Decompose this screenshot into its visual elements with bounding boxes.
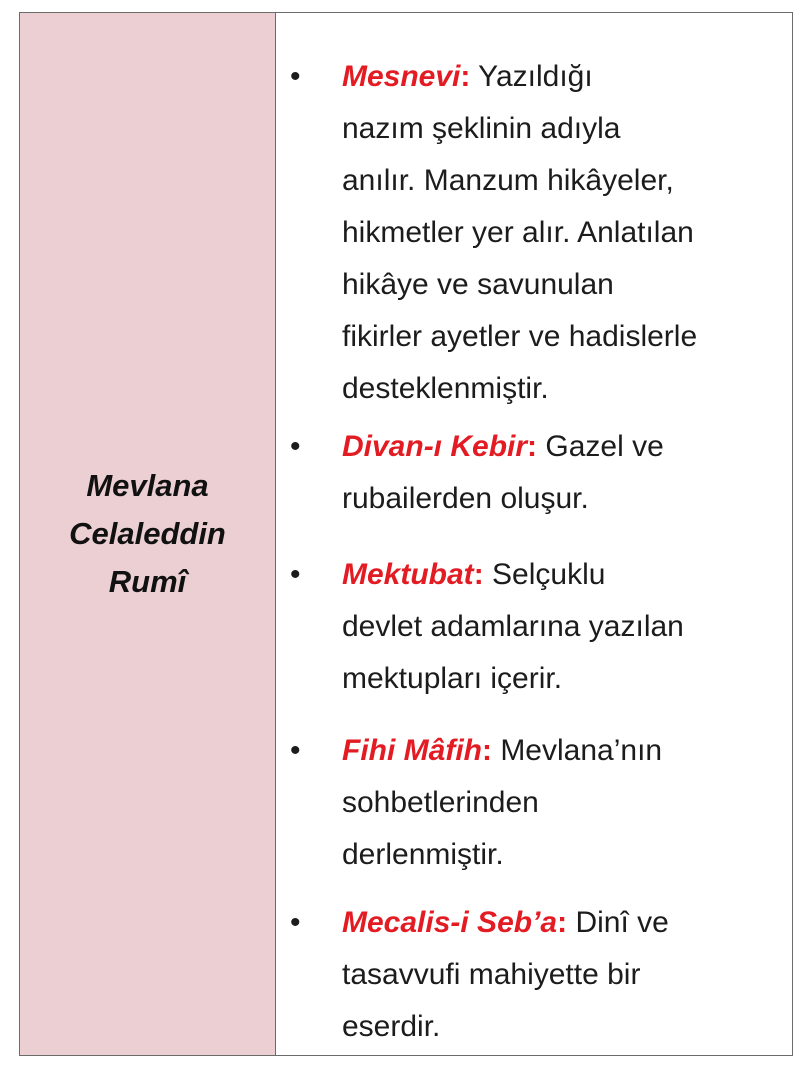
work-first-line-text: Yazıldığı — [470, 60, 593, 93]
work-first-line-text: Mevlana’nın — [491, 734, 663, 767]
author-name — [20, 462, 275, 606]
author-name-line: Mevlana — [86, 468, 209, 503]
author-name-line: Celaleddin — [69, 516, 226, 551]
work-title: Mesnevi — [342, 60, 461, 93]
bullet-icon: • — [290, 734, 301, 767]
bullet-icon: • — [290, 906, 301, 939]
work-title-colon: : — [527, 430, 538, 463]
work-text-line: hikâye ve savunulan — [342, 268, 614, 301]
work-text-line: devlet adamlarına yazılan — [342, 610, 684, 643]
work-description — [342, 421, 782, 525]
work-title-colon: : — [557, 906, 568, 939]
work-first-line-text: Gazel ve — [537, 430, 664, 463]
work-text-line: hikmetler yer alır. Anlatılan — [342, 216, 694, 249]
work-first-line — [342, 51, 782, 103]
bullet-icon: • — [290, 430, 301, 463]
work-text-line: tasavvufi mahiyette bir — [342, 958, 641, 991]
author-name-line: Rumî — [108, 564, 187, 599]
work-description — [342, 51, 782, 415]
work-text-line: eserdir. — [342, 1010, 441, 1043]
bullet-icon: • — [290, 60, 301, 93]
works-cell — [276, 13, 792, 1055]
work-first-line-text: Dinî ve — [567, 906, 669, 939]
author-works-table — [19, 12, 793, 1056]
work-first-line — [342, 421, 782, 473]
work-title: Fihi Mâfih — [342, 734, 482, 767]
work-title: Mektubat — [342, 558, 474, 591]
work-description — [342, 549, 782, 705]
work-text-line: fikirler ayetler ve hadislerle — [342, 320, 698, 353]
work-title-colon: : — [473, 558, 484, 591]
work-first-line — [342, 549, 782, 601]
work-first-line — [342, 897, 782, 949]
work-title: Mecalis-i Seb’a — [342, 906, 558, 939]
work-title-colon: : — [481, 734, 492, 767]
bullet-icon: • — [290, 558, 301, 591]
work-description — [342, 897, 782, 1053]
work-text-line: derlenmiştir. — [342, 838, 504, 871]
work-text-line: sohbetlerinden — [342, 786, 539, 819]
work-first-line-text: Selçuklu — [483, 558, 606, 591]
work-text-line: mektupları içerir. — [342, 662, 563, 695]
work-text-line: nazım şeklinin adıyla — [342, 112, 621, 145]
work-title-colon: : — [460, 60, 471, 93]
work-text-line: desteklenmiştir. — [342, 372, 549, 405]
work-title: Divan-ı Kebir — [342, 430, 528, 463]
work-text-line: anılır. Manzum hikâyeler, — [342, 164, 674, 197]
work-first-line — [342, 725, 782, 777]
author-cell — [20, 13, 276, 1055]
work-text-line: rubailerden oluşur. — [342, 482, 589, 515]
work-description — [342, 725, 782, 881]
